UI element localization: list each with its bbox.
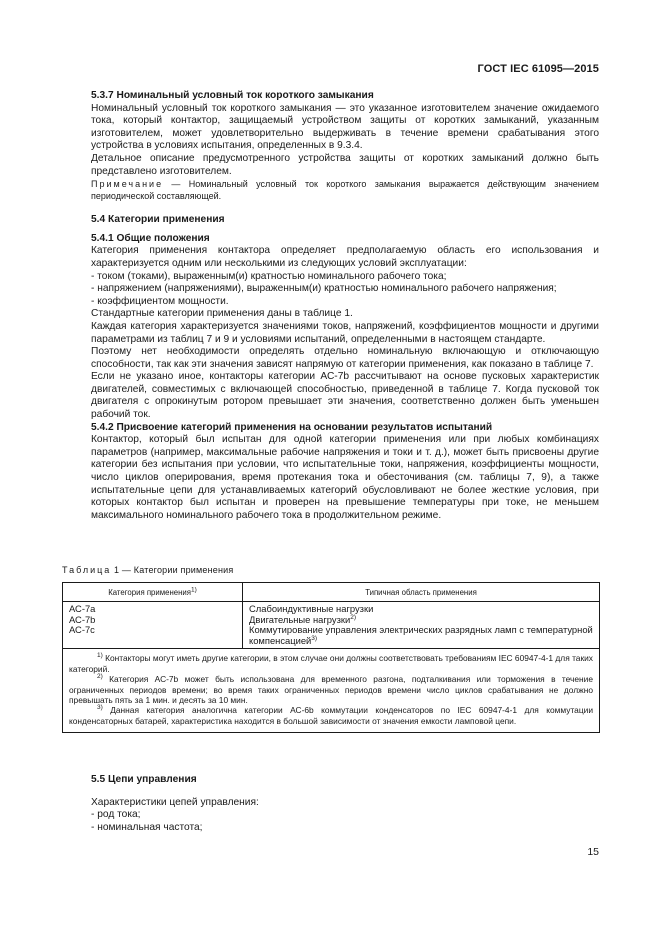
section-5-4-1-para-4: Поэтому нет необходимости определять отдельно номинальную включающую и отключающую способности, так как эти значения зависят напрямую от категории применения, как показано в таблице 7.	[91, 346, 599, 370]
application-text: Двигательные нагрузки	[249, 613, 351, 625]
section-5-4-1-para-1: Категория применения контактора определяет предполагаемую область его использования и характеризуется одним или несколькими из следующих условий эксплуатации:	[91, 245, 599, 269]
section-5-3-7-note	[91, 178, 599, 202]
footnote-mark: 1)	[97, 652, 103, 660]
standard-code: ГОСТ IEC 61095—2015	[477, 63, 599, 75]
category-ac7c: АС-7с	[69, 624, 95, 636]
footnote-ref: 3)	[311, 634, 318, 642]
list-item: - номинальная частота;	[91, 821, 203, 833]
footnote-mark: 3)	[97, 704, 103, 712]
control-circuit-list	[91, 809, 599, 834]
section-5-4-2-title: 5.4.2 Присвоение категорий применения на основании результатов испытаний	[91, 421, 493, 433]
table-footnotes-row	[63, 649, 600, 733]
section-5-4-title: 5.4 Категории применения	[91, 214, 225, 226]
table-header-row	[63, 583, 600, 602]
note-text: — Номинальный условный ток короткого замыкания выражается действующим значением периодической составляющей.	[91, 179, 599, 202]
table-caption-label: Таблица	[62, 565, 112, 575]
application-text: Слабоиндуктивные нагрузки	[249, 603, 374, 614]
footnote-text: Данная категория аналогична категории АС-6b коммутации конденсаторов по IEC 60947-4-1 для коммутации конденсаторных батарей, характеристика находится в большой зависимости от значения емкости ламповой цепи.	[69, 705, 593, 726]
list-item: - коэффициентом мощности.	[91, 295, 229, 307]
footnote	[69, 674, 593, 705]
footnotes-cell	[63, 649, 600, 733]
column-header-application: Типичная область применения	[243, 583, 600, 602]
footnote-text: Категория АС-7b может быть использована для временного разгона, подталкивания или торможения в течение ограниченных периодов времени; во время таких ограниченных периодов времени число циклов срабатывания не должно превышать пять за 1 мин. и десять за 10 мин.	[69, 674, 593, 705]
application-text: Коммутирование управления электрических разрядных ламп с температурной компенсацией	[249, 624, 593, 646]
footnote	[69, 705, 593, 726]
section-5-4-1-para-3: Каждая категория характеризуется значениями токов, напряжений, коэффициентов мощности и другими параметрами из таблиц 7 и 9 и условиями испытаний, определенными в настоящем стандарте.	[91, 320, 599, 345]
column-header-category-text: Категория применения	[108, 587, 191, 597]
table-caption-text: 1 — Категории применения	[111, 565, 234, 575]
category-ac7a: АС-7а	[69, 603, 96, 614]
section-5-3-7-para-1: Номинальный условный ток короткого замыкания — это указанное изготовителем значение ожидаемого тока, который контактор, защищаемый устройством защиты от коротких замыканий, указанным изготовителем, может удовлетворительно выдерживать в течение времени срабатывания этого устройства в условиях испытания, определенных в 9.3.4.	[91, 102, 599, 152]
section-5-4-2-para-1: Контактор, который был испытан для одной категории применения или при любых комбинациях параметров (например, максимальные рабочие напряжения и токи и т. д.), может быть присвоены другие категории без испытания при условии, что испытательные токи, напряжения, коэффициенты мощности, число циклов оперирования, время протекания тока и обесточивания (см. таблицы 7, 9), а также испытательные цепи для устанавливаемых категорий обусловливают не более жесткие условия, при которых контактор был испытан и проверен на превышение температуры при токе, не меньшем максимального номинального рабочего тока в продолжительном режиме.	[91, 434, 599, 521]
conditions-list	[91, 271, 599, 309]
applications-cell	[243, 602, 600, 649]
footnote-mark: 2)	[97, 673, 103, 681]
main-text	[91, 90, 599, 522]
section-5-4-1-title: 5.4.1 Общие положения	[91, 232, 210, 244]
table-1-caption	[62, 565, 233, 575]
table-1	[62, 582, 600, 733]
list-item: - током (токами), выраженным(и) кратностью номинального рабочего тока;	[91, 270, 447, 282]
column-header-category	[63, 583, 243, 602]
list-item: - род тока;	[91, 809, 141, 821]
note-label: Примечание	[91, 179, 164, 190]
list-item: - напряжением (напряжениями), выраженным(и) кратностью номинального рабочего напряжения;	[91, 283, 557, 295]
categories-cell	[63, 602, 243, 649]
section-5-5-intro: Характеристики цепей управления:	[91, 796, 259, 808]
table-row	[63, 602, 600, 649]
footnote-text: Контакторы могут иметь другие категории, в этом случае они должны соответствовать требованиям IEC 60947-4-1 для таких категорий.	[69, 653, 593, 674]
section-5-3-7-para-2: Детальное описание предусмотренного устройства защиты от коротких замыканий должно быть представлено изготовителем.	[91, 152, 599, 177]
section-5-5-title: 5.5 Цепи управления	[91, 774, 197, 785]
page-number: 15	[587, 846, 599, 858]
section-5-5	[91, 774, 599, 834]
application-item	[249, 625, 593, 646]
footnote-ref: 2)	[350, 613, 356, 621]
section-5-3-7-title: 5.3.7 Номинальный условный ток короткого замыкания	[91, 90, 374, 101]
footnote-ref: 1)	[190, 585, 197, 593]
section-5-4-1-para-2: Стандартные категории применения даны в таблице 1.	[91, 308, 353, 320]
section-5-4-1-para-5: Если не указано иное, контакторы категории АС-7b рассчитывают на основе пусковых характеристик двигателей, совместимых с включающей способностью, приведенной в таблице 7. Когда пусковой ток двигателя с опрокинутым ротором превышает эти значения, соответственно должен быть уменьшен рабочий ток.	[91, 371, 599, 421]
category-ac7b: АС-7b	[69, 613, 96, 625]
footnote	[69, 653, 593, 674]
